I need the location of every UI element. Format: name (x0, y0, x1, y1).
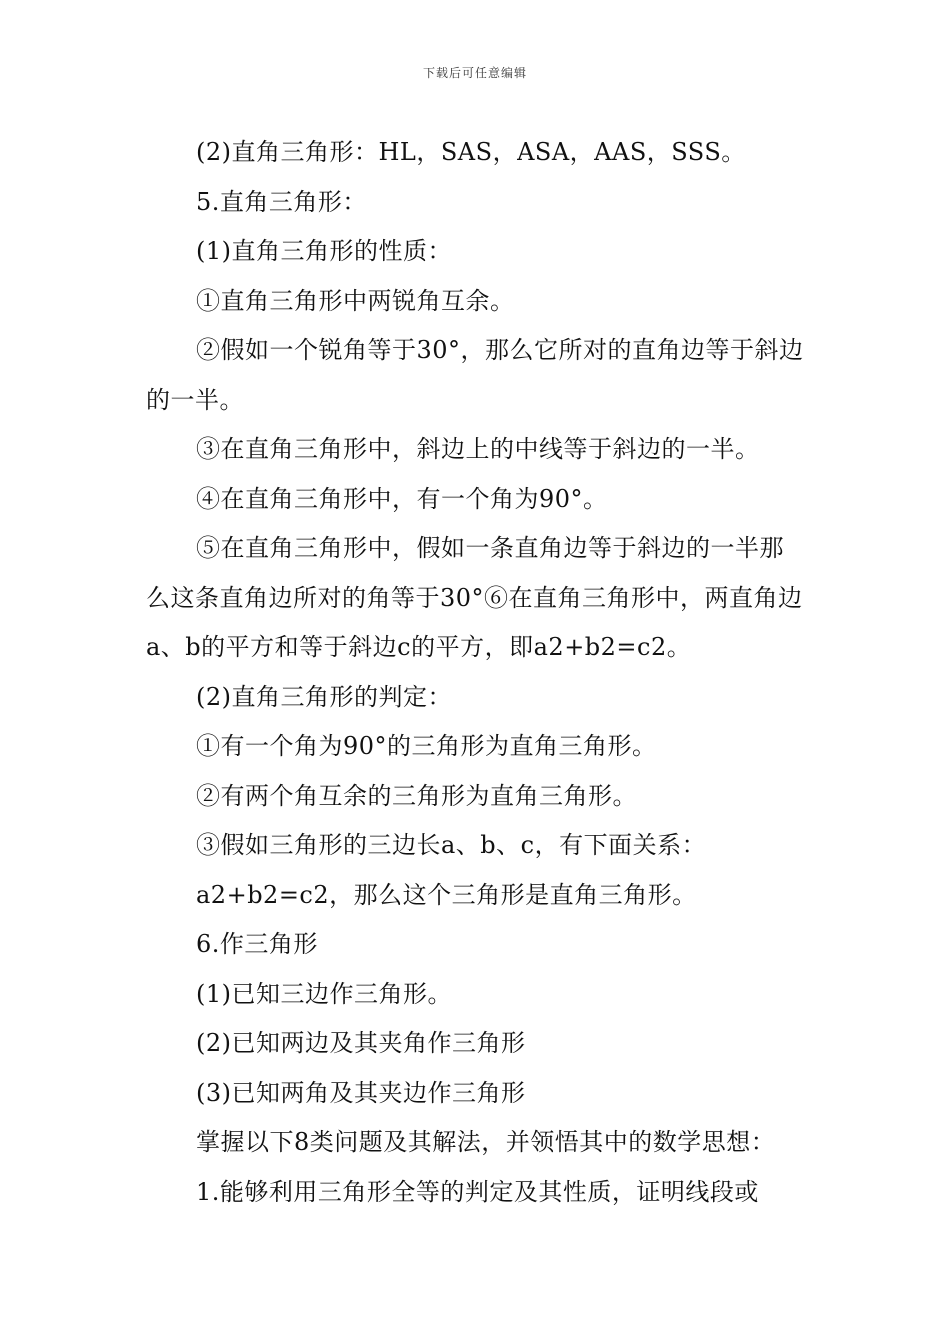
paragraph: (2)直角三角形：HL，SAS，ASA，AAS，SSS。 (196, 138, 746, 166)
paragraph: 掌握以下8类问题及其解法，并领悟其中的数学思想： (196, 1128, 776, 1156)
paragraph: ①有一个角为90°的三角形为直角三角形。 (196, 732, 657, 760)
paragraph: 5.直角三角形： (196, 187, 367, 216)
paragraph: ③假如三角形的三边长a、b、c，有下面关系： (196, 831, 707, 859)
paragraph: (2)直角三角形的判定： (196, 682, 452, 711)
paragraph: (1)直角三角形的性质： (196, 237, 452, 265)
paragraph: a2+b2=c2，那么这个三角形是直角三角形。 (196, 880, 697, 909)
paragraph: 6.作三角形 (196, 930, 318, 958)
paragraph: (1)已知三边作三角形。 (196, 979, 452, 1008)
paragraph: ④在直角三角形中，有一个角为90°。 (196, 484, 608, 513)
page-header: 下载后可任意编辑 (422, 66, 527, 80)
paragraph: ⑤在直角三角形中，假如一条直角边等于斜边的一半那么这条直角边所对的角等于30°⑥在直角三角形中，两直角边a、b的平方和等于斜边c的平方，即a2+b2=c2。 (146, 534, 803, 661)
paragraph: ①直角三角形中两锐角互余。 (196, 286, 515, 315)
paragraph: ③在直角三角形中，斜边上的中线等于斜边的一半。 (196, 435, 760, 463)
document-body (146, 128, 808, 1217)
paragraph: (2)已知两边及其夹角作三角形 (196, 1029, 526, 1057)
paragraph: ②假如一个锐角等于30°，那么它所对的直角边等于斜边的一半。 (146, 336, 804, 414)
paragraph: (3)已知两角及其夹边作三角形 (196, 1078, 526, 1107)
paragraph: 1.能够利用三角形全等的判定及其性质，证明线段或 (196, 1177, 759, 1206)
paragraph: ②有两个角互余的三角形为直角三角形。 (196, 781, 637, 810)
